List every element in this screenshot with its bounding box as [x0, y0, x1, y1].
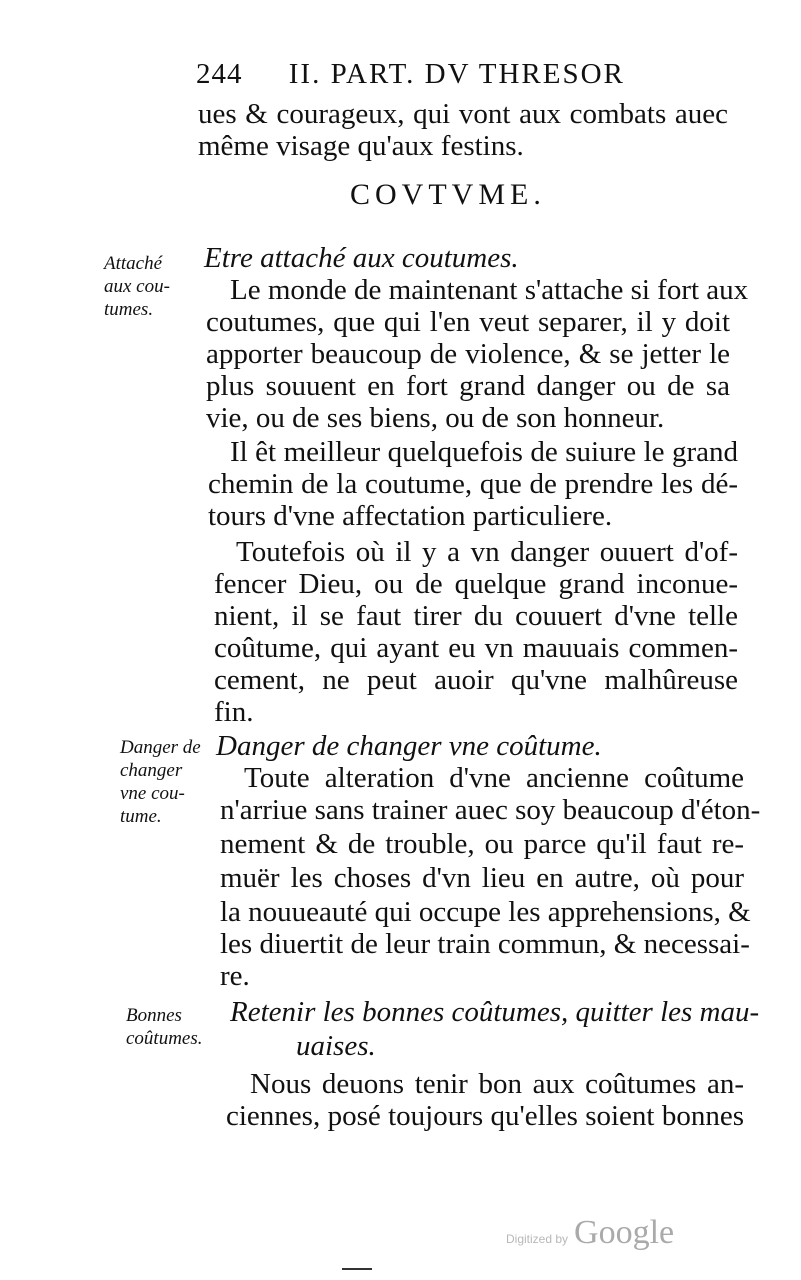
- running-head: [196, 58, 736, 91]
- subsection-heading: Danger de changer vne coûtume.: [216, 730, 602, 762]
- text-line: les diuertit de leur train commun, & necessai-: [220, 928, 750, 960]
- text-line: re.: [220, 960, 250, 992]
- text-line: même visage qu'aux festins.: [198, 130, 524, 162]
- running-title: II. PART. DV THRESOR: [288, 58, 625, 90]
- margin-note-line: Bonnes: [126, 1005, 182, 1026]
- margin-note-line: changer: [120, 760, 183, 781]
- footer-rule: [342, 1268, 372, 1270]
- margin-note-line: aux cou-: [104, 276, 170, 297]
- google-logo: Google: [574, 1214, 675, 1251]
- text-line: coûtume, qui ayant eu vn mauuais commen-: [214, 632, 738, 664]
- margin-note-line: Danger de: [120, 737, 201, 758]
- margin-note-line: tume.: [120, 806, 162, 827]
- text-line: vie, ou de ses biens, ou de son honneur.: [206, 402, 665, 434]
- digitized-watermark: [506, 1214, 674, 1252]
- text-line: tours d'vne affectation particuliere.: [208, 500, 613, 532]
- text-line: muër les choses d'vn lieu en autre, où pour: [220, 862, 744, 894]
- text-line: cement, ne peut auoir qu'vne malhûreuse: [214, 664, 738, 696]
- text-line: Toute alteration d'vne ancienne coûtume: [244, 762, 744, 794]
- subsection-heading-cont: uaises.: [296, 1030, 376, 1062]
- text-line: apporter beaucoup de violence, & se jetter le: [206, 338, 730, 370]
- text-line: ues & courageux, qui vont aux combats auec: [198, 98, 728, 130]
- text-line: Il êt meilleur quelquefois de suiure le grand: [230, 436, 738, 468]
- margin-note-line: tumes.: [104, 299, 154, 320]
- text-line: Le monde de maintenant s'attache si fort aux: [230, 274, 749, 306]
- text-line: Nous deuons tenir bon aux coûtumes an-: [250, 1068, 744, 1100]
- text-line: nement & de trouble, ou parce qu'il faut re-: [220, 828, 744, 860]
- text-line: Toutefois où il y a vn danger ouuert d'of-: [236, 536, 738, 568]
- text-line: fencer Dieu, ou de quelque grand inconue-: [214, 568, 738, 600]
- margin-note-line: Attaché: [104, 253, 163, 274]
- text-line: la nouueauté qui occupe les apprehensions, &: [220, 896, 751, 928]
- section-title: COVTVME.: [350, 178, 546, 211]
- margin-note-attache: [104, 252, 170, 321]
- subsection-heading: Etre attaché aux coutumes.: [204, 242, 519, 274]
- text-line: fin.: [214, 696, 254, 728]
- margin-note-line: vne cou-: [120, 783, 185, 804]
- text-line: ciennes, posé toujours qu'elles soient bonnes: [226, 1100, 744, 1132]
- text-line: chemin de la coutume, que de prendre les dé-: [208, 468, 738, 500]
- text-line: n'arriue sans trainer auec soy beaucoup d'éton-: [220, 794, 761, 826]
- margin-note-bonnes: [126, 1004, 203, 1050]
- text-line: coutumes, que qui l'en veut separer, il y doit: [206, 306, 730, 338]
- margin-note-line: coûtumes.: [126, 1028, 203, 1049]
- text-line: plus souuent en fort grand danger ou de sa: [206, 370, 730, 402]
- watermark-caption: Digitized by: [506, 1232, 569, 1246]
- text-line: nient, il se faut tirer du couuert d'vne telle: [214, 600, 738, 632]
- margin-note-danger: [120, 736, 201, 828]
- page-number: 244: [196, 58, 243, 90]
- subsection-heading: Retenir les bonnes coûtumes, quitter les mau-: [230, 996, 760, 1028]
